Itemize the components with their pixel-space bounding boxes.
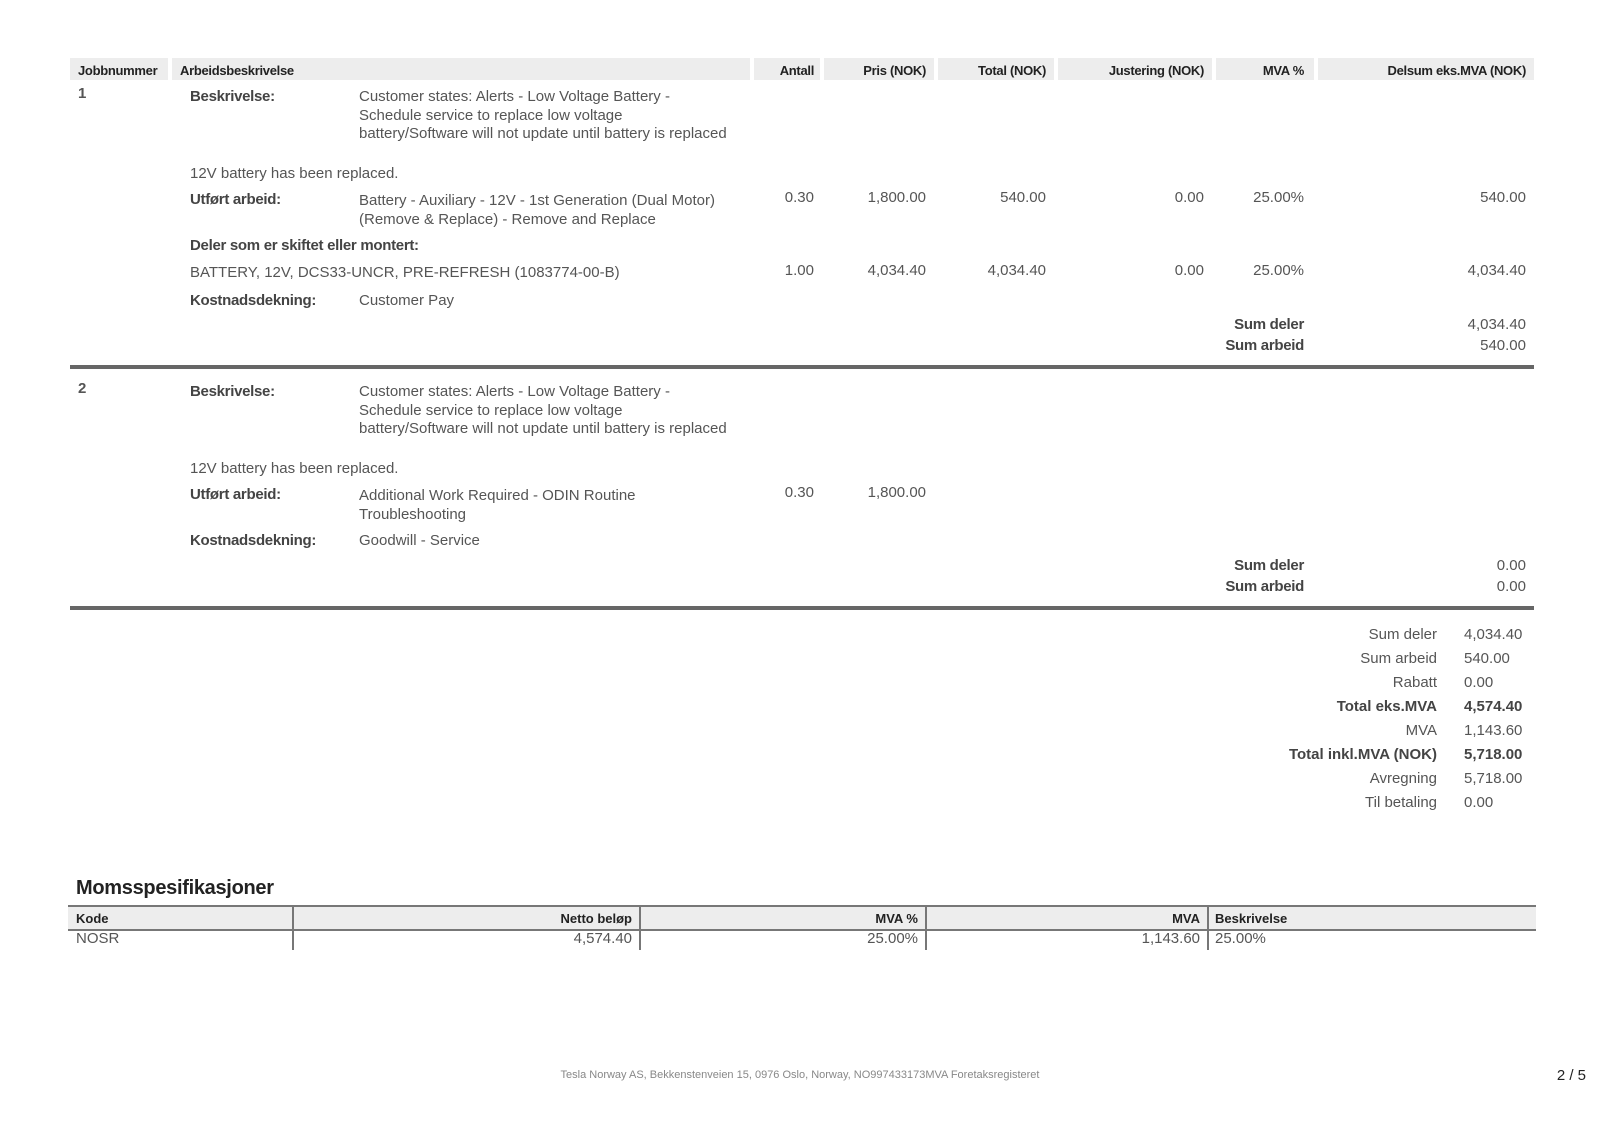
totals-label: Sum deler <box>1368 626 1437 643</box>
vat-header-code: Kode <box>76 911 109 926</box>
column-divider <box>925 905 927 950</box>
job-description: Customer states: Alerts - Low Voltage Battery - Schedule service to replace low voltage battery/Software will not update until battery is replaced <box>359 88 727 142</box>
sum-labor-value: 540.00 <box>1480 337 1526 354</box>
sum-labor-value: 0.00 <box>1496 578 1526 595</box>
description-label: Beskrivelse: <box>190 383 275 400</box>
job-note: 12V battery has been replaced. <box>190 460 399 477</box>
part-price: 4,034.40 <box>867 262 926 279</box>
part-vat: 25.00% <box>1253 262 1304 279</box>
vat-header-net: Netto beløp <box>560 911 632 926</box>
job-separator <box>70 365 1534 369</box>
page-number: 2 / 5 <box>1556 1067 1586 1084</box>
totals-value: 4,574.40 <box>1464 698 1523 715</box>
vat-cell-vat-pct: 25.00% <box>867 930 918 947</box>
totals-label: Sum arbeid <box>1360 650 1437 667</box>
work-total: 540.00 <box>1000 189 1046 206</box>
sum-parts-value: 0.00 <box>1496 557 1526 574</box>
parts-label: Deler som er skiftet eller montert: <box>190 237 419 254</box>
sum-labor-label: Sum arbeid <box>1225 578 1304 595</box>
column-divider <box>639 905 641 950</box>
company-footer: Tesla Norway AS, Bekkenstenveien 15, 0976 Oslo, Norway, NO997433173MVA Foretaksregisteret <box>560 1069 1040 1081</box>
work-quantity: 0.30 <box>784 484 814 501</box>
col-header-vat: MVA % <box>1262 63 1304 78</box>
part-subtotal: 4,034.40 <box>1467 262 1526 279</box>
job-note: 12V battery has been replaced. <box>190 165 399 182</box>
vat-spec-title: Momsspesifikasjoner <box>76 877 274 899</box>
job-number: 2 <box>78 380 87 397</box>
col-header-description: Arbeidsbeskrivelse <box>180 63 294 78</box>
totals-value: 1,143.60 <box>1464 722 1523 739</box>
column-divider <box>292 905 294 950</box>
work-done-label: Utført arbeid: <box>190 486 281 503</box>
totals-label: Total inkl.MVA (NOK) <box>1288 746 1437 763</box>
totals-label: Avregning <box>1369 770 1437 787</box>
totals-value: 0.00 <box>1464 794 1494 811</box>
totals-value: 4,034.40 <box>1464 626 1523 643</box>
part-quantity: 1.00 <box>784 262 814 279</box>
work-price: 1,800.00 <box>867 189 926 206</box>
work-description: Additional Work Required - ODIN Routine Troubleshooting <box>359 487 636 523</box>
work-vat: 25.00% <box>1253 189 1304 206</box>
cost-coverage-label: Kostnadsdekning: <box>190 532 317 549</box>
vat-cell-code: NOSR <box>76 930 120 947</box>
sum-parts-label: Sum deler <box>1234 316 1304 333</box>
job-separator <box>70 606 1534 610</box>
totals-label: MVA <box>1405 722 1437 739</box>
col-header-subtotal: Delsum eks.MVA (NOK) <box>1387 63 1526 78</box>
work-price: 1,800.00 <box>867 484 926 501</box>
work-quantity: 0.30 <box>784 189 814 206</box>
vat-cell-description: 25.00% <box>1215 930 1266 947</box>
work-adjustment: 0.00 <box>1174 189 1204 206</box>
work-subtotal: 540.00 <box>1480 189 1526 206</box>
cost-coverage-label: Kostnadsdekning: <box>190 292 317 309</box>
totals-label: Rabatt <box>1392 674 1437 691</box>
col-header-job-number: Jobbnummer <box>78 63 158 78</box>
sum-parts-value: 4,034.40 <box>1467 316 1526 333</box>
col-header-price: Pris (NOK) <box>863 63 926 78</box>
part-description: BATTERY, 12V, DCS33-UNCR, PRE-REFRESH (1083774-00-B) <box>190 264 620 281</box>
col-header-adjustment: Justering (NOK) <box>1108 63 1204 78</box>
vat-cell-vat: 1,143.60 <box>1141 930 1200 947</box>
totals-value: 540.00 <box>1464 650 1510 667</box>
job-description: Customer states: Alerts - Low Voltage Battery - Schedule service to replace low voltage battery/Software will not update until battery is replaced <box>359 383 727 437</box>
col-header-total: Total (NOK) <box>978 63 1046 78</box>
vat-header-vat-pct: MVA % <box>875 911 918 926</box>
col-header-quantity: Antall <box>779 63 814 78</box>
description-label: Beskrivelse: <box>190 88 275 105</box>
totals-label: Total eks.MVA <box>1336 698 1437 715</box>
totals-label: Til betaling <box>1365 794 1437 811</box>
part-total: 4,034.40 <box>987 262 1046 279</box>
totals-value: 5,718.00 <box>1464 746 1523 763</box>
column-divider <box>1207 905 1209 950</box>
work-description: Battery - Auxiliary - 12V - 1st Generation (Dual Motor) (Remove & Replace) - Remove and Replace <box>359 192 715 228</box>
work-done-label: Utført arbeid: <box>190 191 281 208</box>
vat-header-bg <box>68 907 1536 929</box>
totals-value: 0.00 <box>1464 674 1494 691</box>
vat-cell-net: 4,574.40 <box>573 930 632 947</box>
table-rule <box>68 929 1536 931</box>
totals-value: 5,718.00 <box>1464 770 1523 787</box>
job-number: 1 <box>78 85 87 102</box>
sum-labor-label: Sum arbeid <box>1225 337 1304 354</box>
cost-coverage: Customer Pay <box>359 292 455 309</box>
cost-coverage: Goodwill - Service <box>359 532 480 549</box>
sum-parts-label: Sum deler <box>1234 557 1304 574</box>
vat-header-description: Beskrivelse <box>1215 911 1288 926</box>
vat-header-vat: MVA <box>1172 911 1200 926</box>
part-adjustment: 0.00 <box>1174 262 1204 279</box>
